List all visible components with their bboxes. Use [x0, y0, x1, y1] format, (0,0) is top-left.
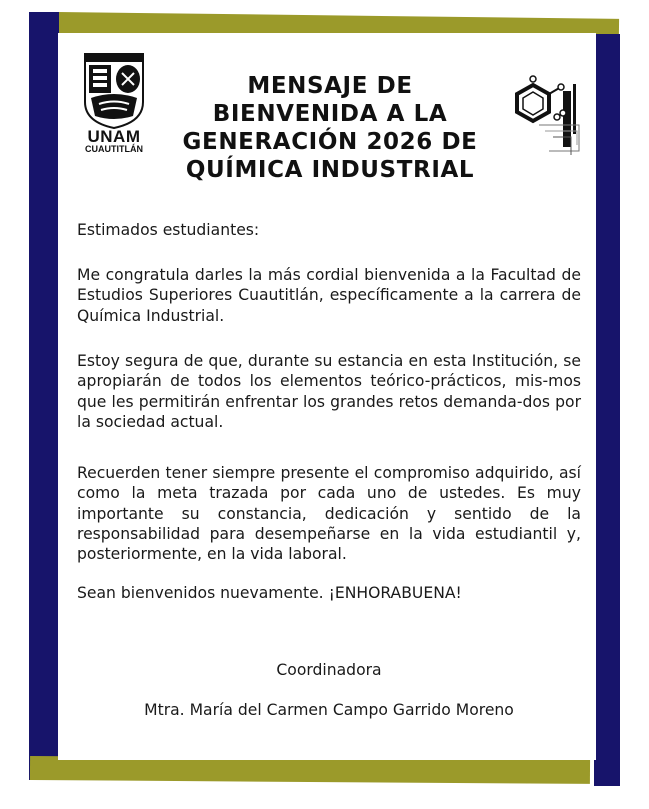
signature-role: Coordinadora: [276, 661, 382, 679]
page-title: [165, 72, 495, 184]
letter-paragraph: Recuerden tener siempre presente el compromiso adquirido, así como la meta trazada por cada uno de ustedes. Es muy importante su constancia, dedicación y sentido de la responsabilidad para desempeñarse en la vida estudiantil y, posteriormente, en la vida laboral.: [77, 464, 581, 564]
title-line: QUÍMICA INDUSTRIAL: [185, 157, 475, 183]
unam-wordmark: UNAM: [87, 127, 141, 146]
chemistry-benzene-icon: [509, 69, 589, 159]
title-line: MENSAJE DE: [247, 73, 413, 99]
letter-closing: Sean bienvenidos nuevamente. ¡ENHORABUENA!: [77, 584, 462, 602]
title-line: BIENVENIDA A LA: [212, 101, 448, 127]
left-navy-band: [29, 12, 59, 780]
unam-campus: CUAUTITLÁN: [85, 144, 143, 154]
title-line: GENERACIÓN 2026 DE: [182, 129, 478, 155]
right-navy-band: [594, 34, 620, 786]
letter-greeting: Estimados estudiantes:: [77, 221, 260, 239]
bottom-olive-band: [30, 756, 590, 784]
letter-paragraph: Me congratula darles la más cordial bienvenida a la Facultad de Estudios Superiores Cuautitlán, específicamente a la carrera de Química Industrial.: [77, 266, 581, 325]
letter-paragraph: Estoy segura de que, durante su estancia en esta Institución, se apropiarán de todos los elementos teórico-prácticos, mis-mos que les permitirán enfrentar los grandes retos demanda-dos por la sociedad actual.: [77, 352, 581, 431]
signature-name: Mtra. María del Carmen Campo Garrido Moreno: [144, 701, 514, 719]
